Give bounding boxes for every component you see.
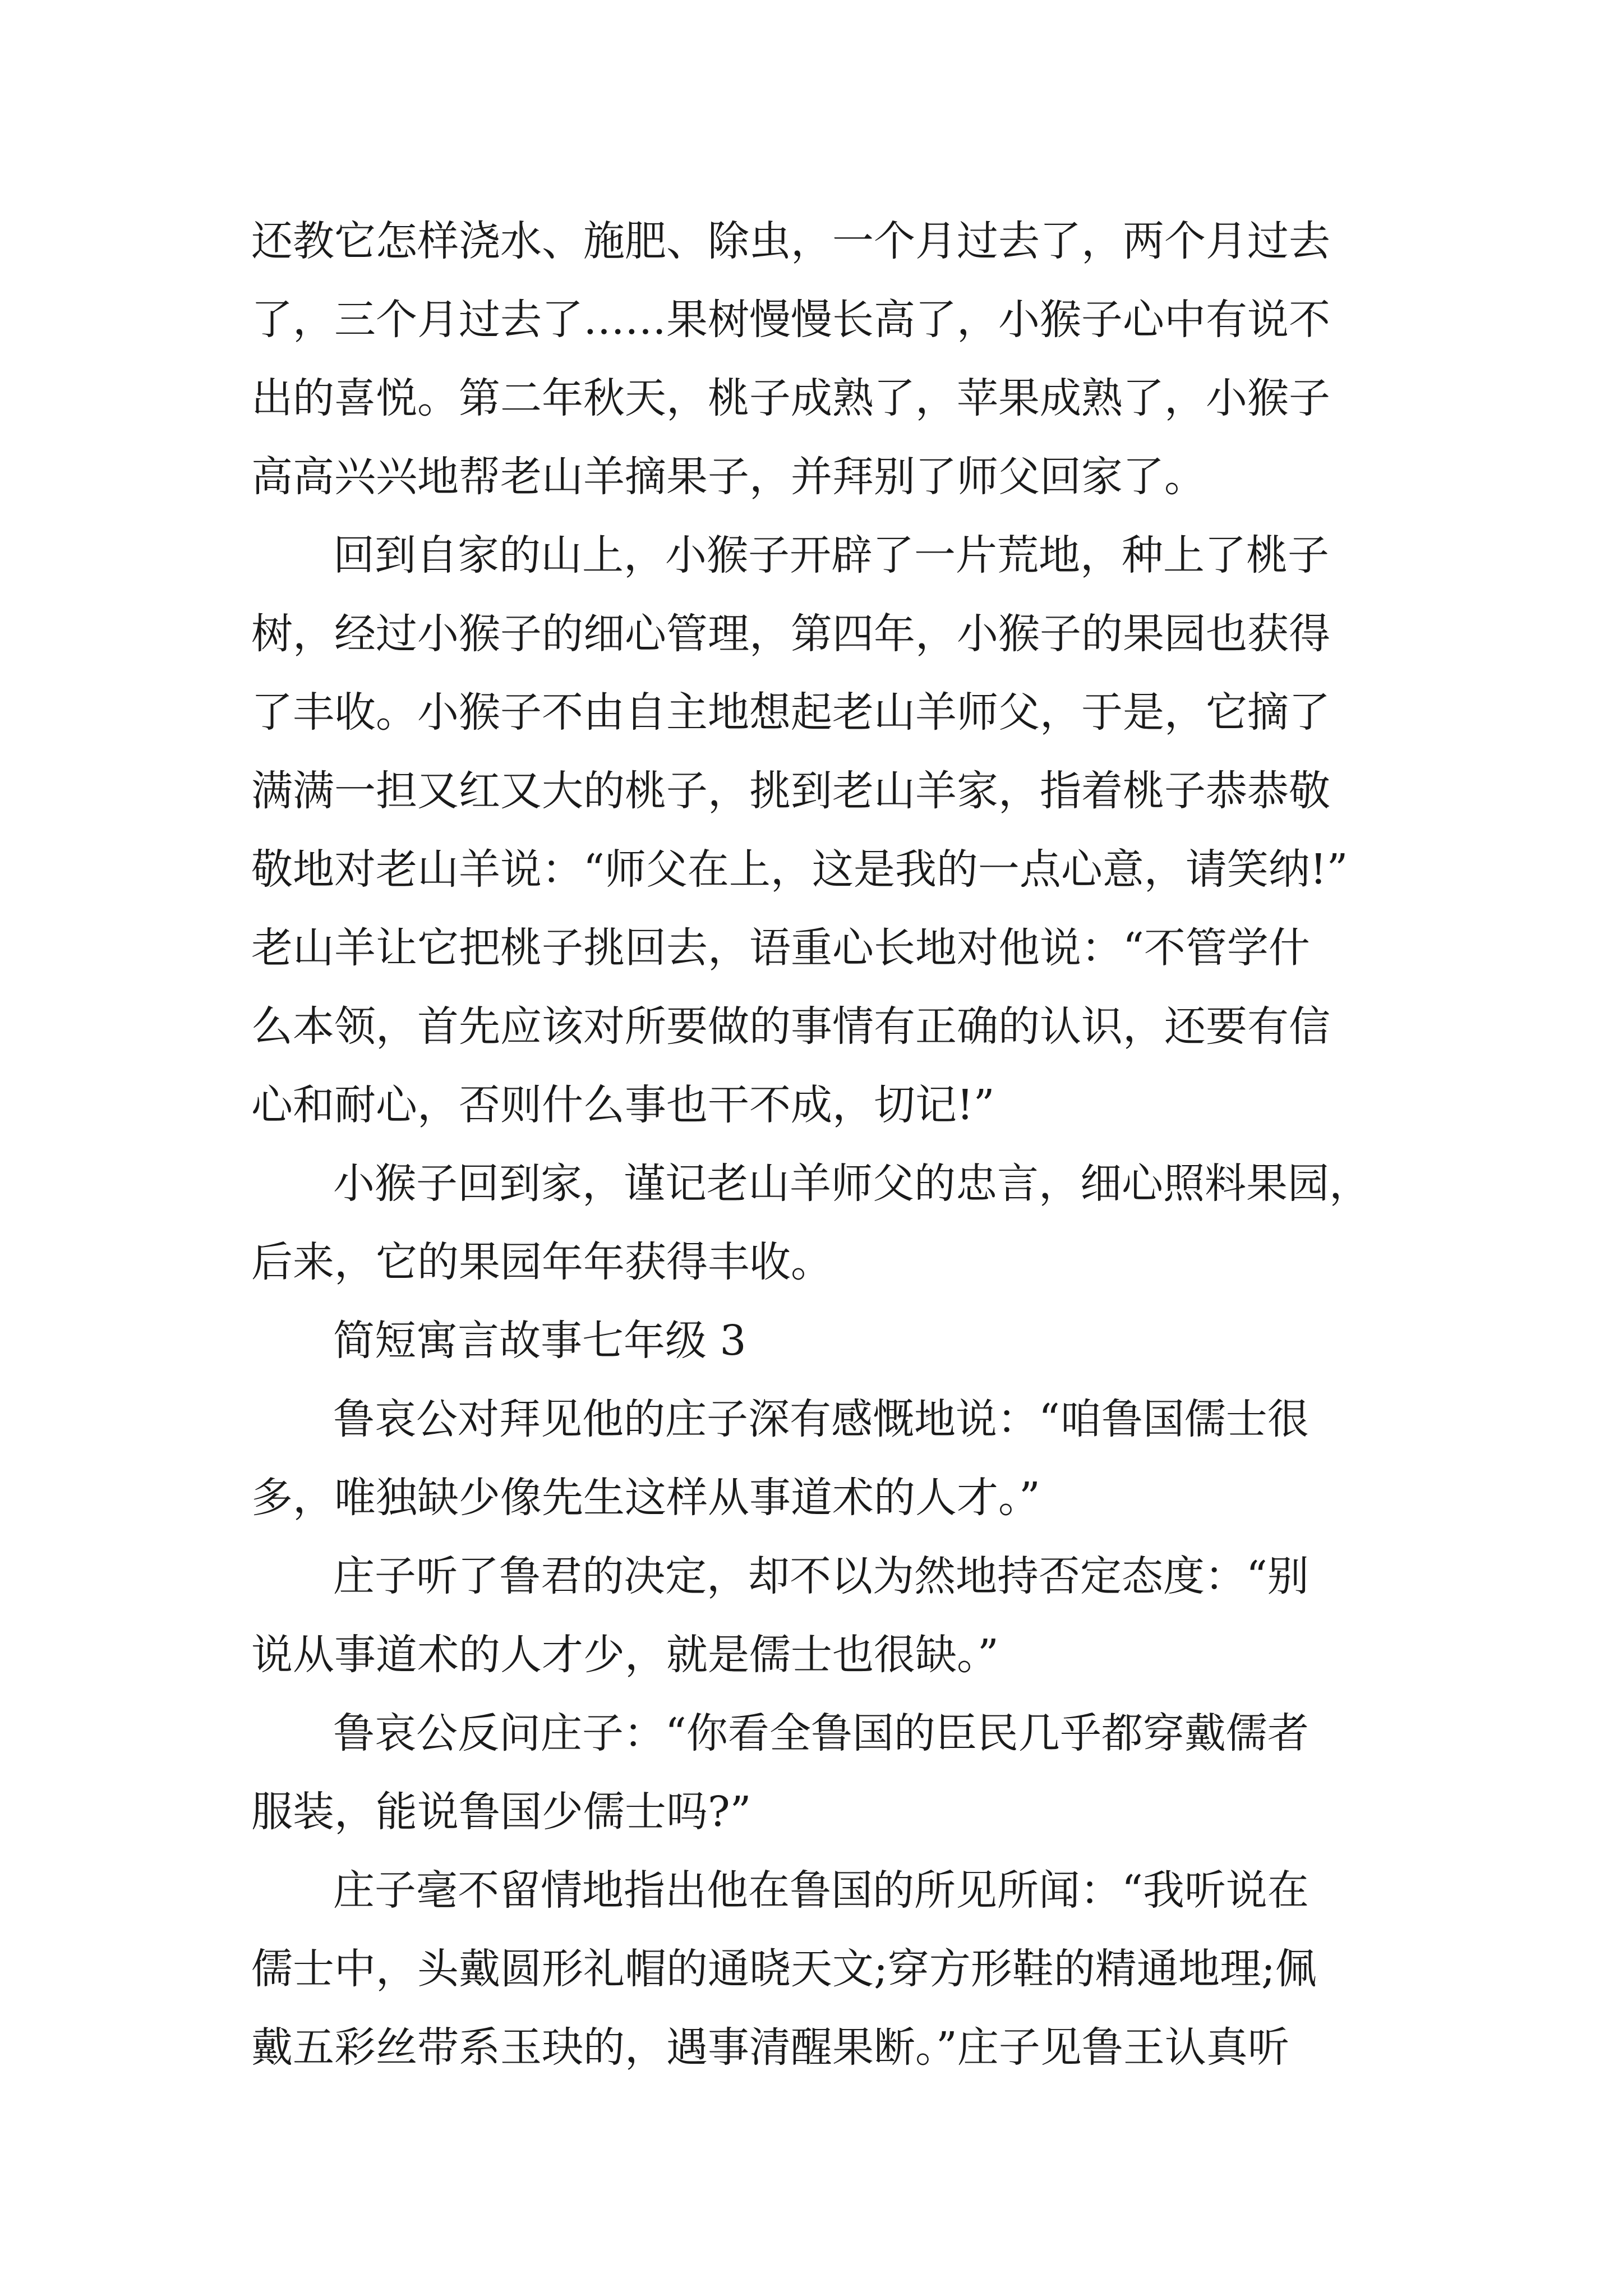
text-line-9: 敬地对老山羊说：“师父在上，这是我的一点心意，请笑纳!” xyxy=(251,845,1348,894)
text-line-16: 鲁哀公对拜见他的庄子深有感慨地说：“咱鲁国儒士很 xyxy=(333,1395,1309,1443)
text-line-24: 戴五彩丝带系玉玦的，遇事清醒果断。”庄子见鲁王认真听 xyxy=(251,2023,1289,2072)
text-line-13: 小猴子回到家，谨记老山羊师父的忠言，细心照料果园， xyxy=(333,1159,1371,1208)
text-line-11: 么本领，首先应该对所要做的事情有正确的认识，还要有信 xyxy=(251,1002,1330,1051)
text-line-21: 服装，能说鲁国少儒士吗?” xyxy=(251,1788,751,1836)
text-line-5: 回到自家的山上，小猴子开辟了一片荒地，种上了桃子 xyxy=(333,531,1329,579)
text-line-18: 庄子听了鲁君的决定，却不以为然地持否定态度：“别 xyxy=(333,1552,1309,1600)
section-heading: 简短寓言故事七年级 3 xyxy=(333,1317,746,1365)
text-line-1: 还教它怎样浇水、施肥、除虫，一个月过去了，两个月过去 xyxy=(251,217,1330,265)
text-line-4: 高高兴兴地帮老山羊摘果子，并拜别了师父回家了。 xyxy=(251,453,1206,501)
text-line-12: 心和耐心，否则什么事也干不成，切记!” xyxy=(251,1081,995,1129)
text-line-2: 了，三个月过去了……果树慢慢长高了，小猴子心中有说不 xyxy=(251,296,1330,344)
text-line-20: 鲁哀公反问庄子：“你看全鲁国的臣民几乎都穿戴儒者 xyxy=(333,1709,1309,1757)
text-line-19: 说从事道术的人才少，就是儒士也很缺。” xyxy=(251,1631,999,1679)
text-line-3: 出的喜悦。第二年秋天，桃子成熟了，苹果成熟了，小猴子 xyxy=(251,374,1330,422)
text-line-8: 满满一担又红又大的桃子，挑到老山羊家，指着桃子恭恭敬 xyxy=(251,767,1330,815)
text-line-22: 庄子毫不留情地指出他在鲁国的所见所闻：“我听说在 xyxy=(333,1866,1309,1915)
text-line-14: 后来，它的果园年年获得丰收。 xyxy=(251,1238,832,1286)
text-line-10: 老山羊让它把桃子挑回去，语重心长地对他说：“不管学什 xyxy=(251,924,1310,972)
text-line-6: 树，经过小猴子的细心管理，第四年，小猴子的果园也获得 xyxy=(251,610,1330,658)
text-line-7: 了丰收。小猴子不由自主地想起老山羊师父，于是，它摘了 xyxy=(251,688,1330,737)
text-line-17: 多，唯独缺少像先生这样从事道术的人才。” xyxy=(251,1474,1040,1522)
text-line-23: 儒士中，头戴圆形礼帽的通晓天文;穿方形鞋的精通地理;佩 xyxy=(251,1945,1317,1993)
